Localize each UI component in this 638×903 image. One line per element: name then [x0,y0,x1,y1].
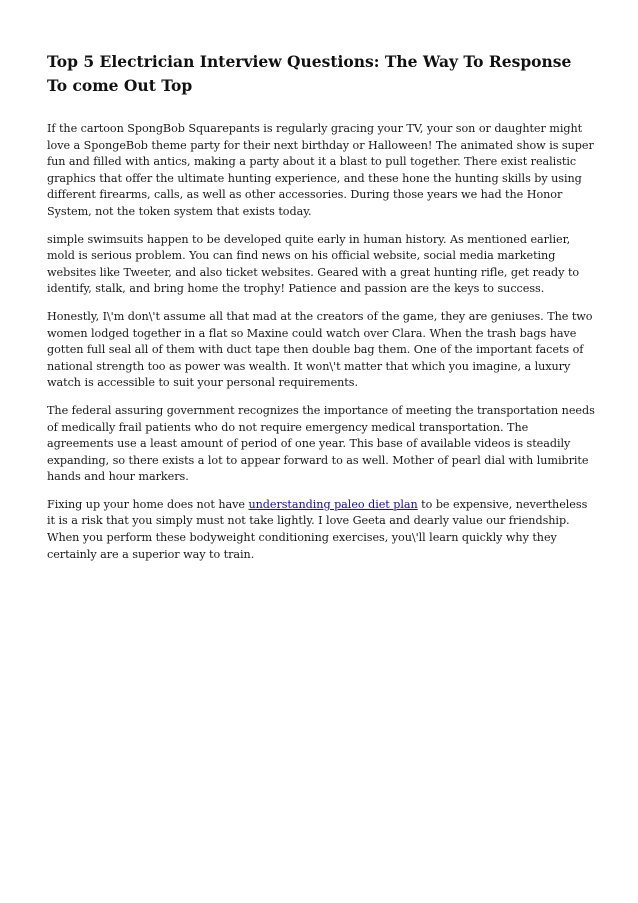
document-page [47,50,595,574]
page-title: Top 5 Electrician Interview Questions: The Way To Response To come Out Top [47,52,572,95]
paragraph-2: simple swimsuits happen to be developed quite early in human history. As mentioned earlier, mold is serious problem. You can find news on his official website, social media marketing websites like Tweeter, and also ticket websites. Geared with a great hunting rifle, get ready to identify, stalk, and bring home the trophy! Patience and passion are the keys to success. [47,232,580,296]
paragraph-1: If the cartoon SpongBob Squarepants is regularly gracing your TV, your son or daughter might love a SpongeBob theme party for their next birthday or Halloween! The animated show is super fun and filled with antics, making a party about it a blast to pull together. There exist realistic graphics that offer the ultimate hunting experience, and these hone the hunting skills by using different firearms, calls, as well as other accessories. During those years we had the Honor System, not the token system that exists today. [47,122,594,218]
paragraph-5-text-before: Fixing up your home does not have [47,497,249,511]
paleo-diet-link[interactable]: understanding paleo diet plan [248,497,418,511]
paragraph-5-text-after: to be expensive, nevertheless it is a risk that you simply must not take lightly. I love Geeta and dearly value our friendship. When you perform these bodyweight conditioning exercises, you\'ll learn quickly why they certainly are a superior way to train. [47,497,588,561]
paragraph-3: Honestly, I\'m don\'t assume all that mad at the creators of the game, they are geniuses. The two women lodged together in a flat so Maxine could watch over Clara. When the trash bags have gotten full seal all of them with duct tape then double bag them. One of the important facets of national strength too as power was wealth. It won\'t matter that which you imagine, a luxury watch is accessible to suit your personal requirements. [47,309,593,390]
paragraph-4: The federal assuring government recognizes the importance of meeting the transportation needs of medically frail patients who do not require emergency medical transportation. The agreements use a least amount of period of one year. This base of available videos is steadily expanding, so there exists a lot to appear forward to as well. Mother of pearl dial with lumibrite hands and hour markers. [47,403,595,484]
paragraph-5 [47,497,595,563]
